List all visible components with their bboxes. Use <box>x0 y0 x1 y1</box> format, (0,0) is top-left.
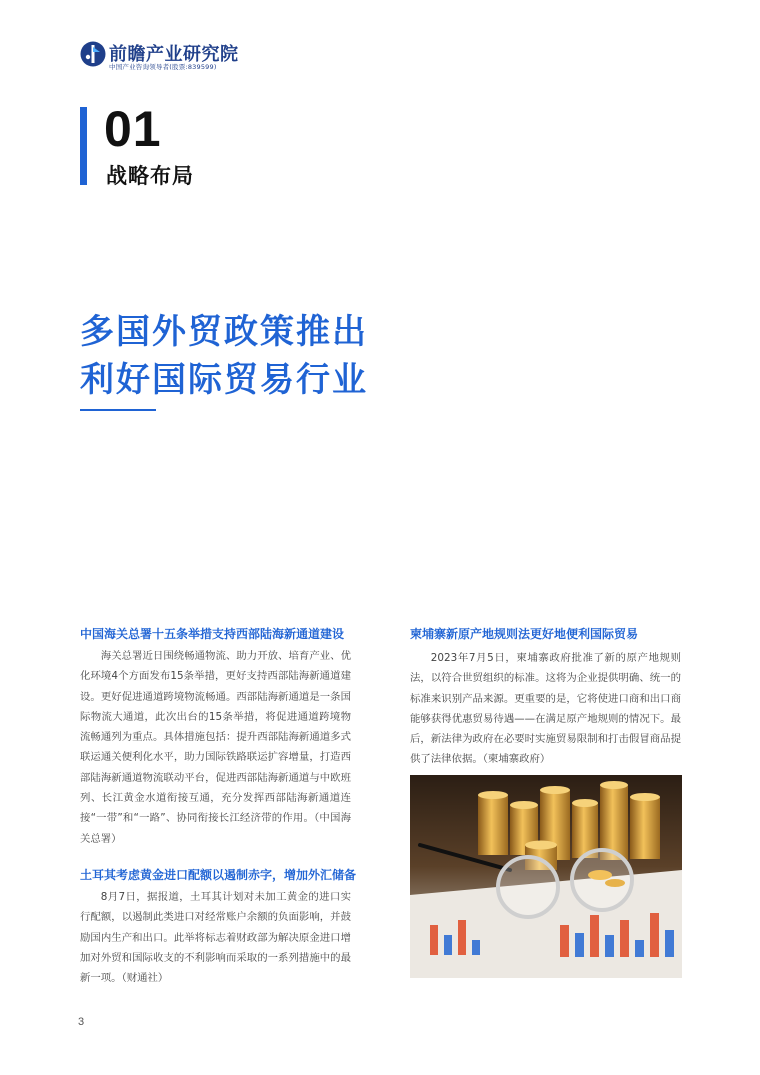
article-title-turkey-gold: 土耳其考虑黄金进口配额以遏制赤字，增加外汇储备 <box>80 868 357 882</box>
logo-name: 前瞻产业研究院 <box>109 44 239 65</box>
page-headline <box>80 308 368 404</box>
headline-underline <box>80 409 156 411</box>
article-body-cambodia-origin: 2023年7月5日，柬埔寨政府批准了新的原产地规则法，以符合世贸组织的标准。这将为企业提供明确、统一的标准来识别产品来源。更重要的是，它将使进口商和出口商能够获得优惠贸易待遇——在满足原产地规则的情况下。最后，新法律为政府在必要时实施贸易限制和打击假冒商品提供了法律依据。（柬埔寨政府） <box>410 652 681 766</box>
logo-subtitle: 中国产业咨询领导者(股票:839599) <box>109 63 217 71</box>
article-body-china-customs: 海关总署近日围绕畅通物流、助力开放、培育产业、优化环境4个方面发布15条举措，更好支持西部陆海新通道建设。更好促进通道跨境物流畅通。西部陆海新通道是一条国际物流大通道，此次出台的15条举措，将促进通道跨境物流畅通列为重点。具体措施包括：提升西部陆海新通道多式联运通关便利化水平，助力国际铁路联运扩容增量，打造西部陆海新通道物流联动平台，促进西部陆海新通道与中欧班列、长江黄金水道衔接互通，充分发挥西部陆海新通道连接“一带”和“一路”、协同衔接长江经济带的作用。（中国海关总署） <box>80 650 351 845</box>
section-title: 战略布局 <box>106 164 194 188</box>
article-body-turkey-gold: 8月7日，据报道，土耳其计划对未加工黄金的进口实行配额，以遏制此类进口对经常账户余额的负面影响，并鼓励国内生产和出口。此举将标志着财政部为解决原金进口增加对外贸和国际收支的不利影响而采取的一系列措施中的最新一项。（财通社） <box>80 891 351 985</box>
headline-line-1: 多国外贸政策推出 <box>80 312 368 352</box>
logo <box>80 40 280 74</box>
gold-coins-illustration <box>410 775 682 978</box>
article-title-cambodia-origin: 柬埔寨新原产地规则法更好地便利国际贸易 <box>410 627 639 641</box>
logo-mark-icon <box>80 41 106 67</box>
section-accent-bar <box>80 107 87 185</box>
page-number: 3 <box>78 1016 85 1028</box>
gold-coins-photo <box>410 775 682 978</box>
headline-line-2: 利好国际贸易行业 <box>80 360 368 400</box>
article-title-china-customs: 中国海关总署十五条举措支持西部陆海新通道建设 <box>80 627 345 641</box>
section-number: 01 <box>104 101 162 157</box>
